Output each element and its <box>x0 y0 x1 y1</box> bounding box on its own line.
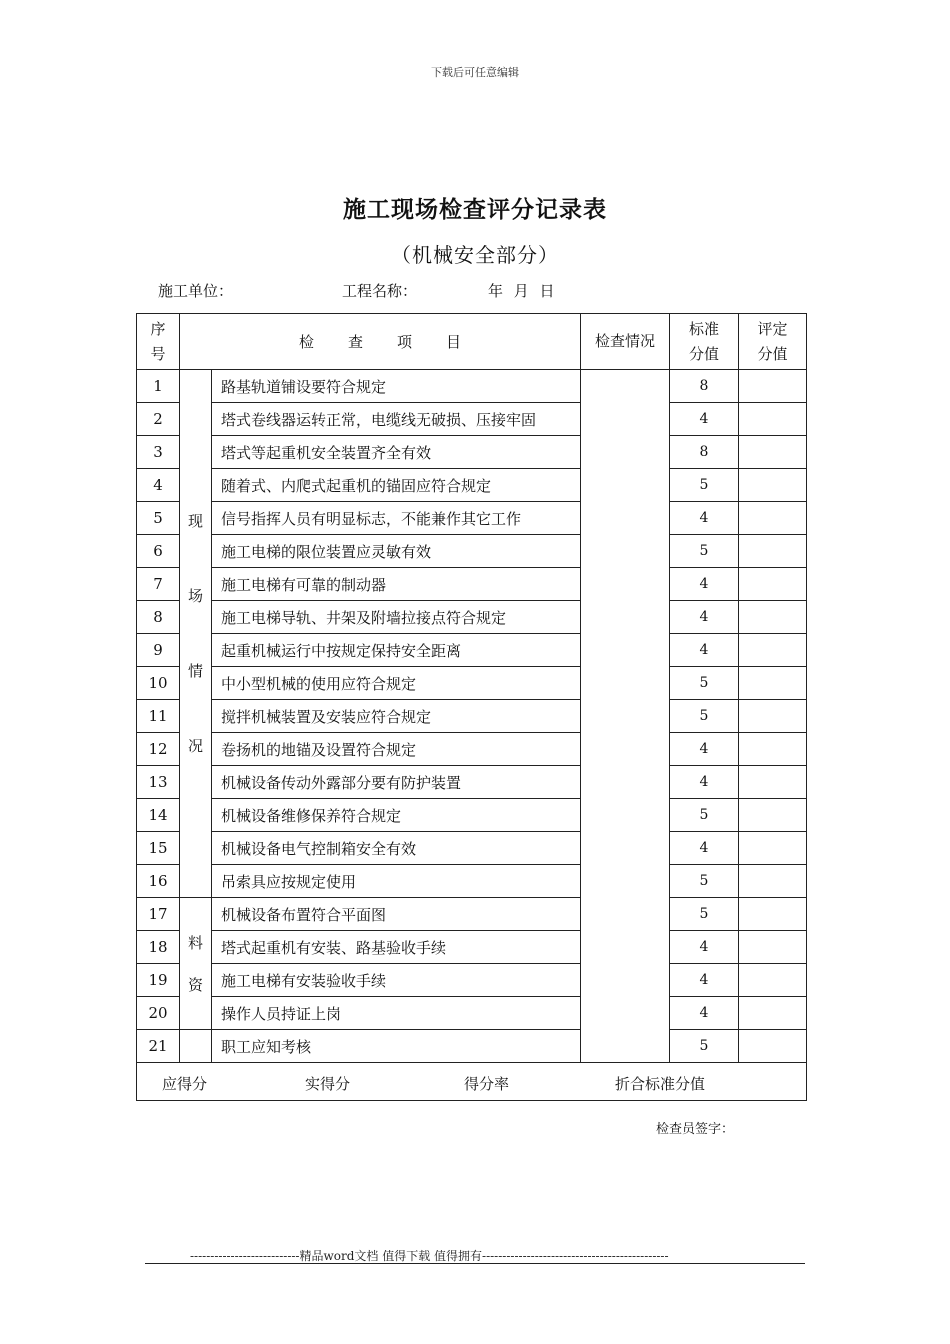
row-number: 14 <box>137 799 180 832</box>
bottom-banner: ---------------------------精品word文档 值得下载 值得拥有---------------------------------------------- <box>190 1249 669 1263</box>
standard-score: 5 <box>670 865 739 898</box>
standard-score: 4 <box>670 766 739 799</box>
evaluated-score-cell[interactable] <box>739 667 807 700</box>
score-table <box>136 313 807 1101</box>
check-item: 塔式等起重机安全装置齐全有效 <box>212 436 581 469</box>
evaluated-score-cell[interactable] <box>739 799 807 832</box>
standard-score: 4 <box>670 964 739 997</box>
evaluated-score-cell[interactable] <box>739 865 807 898</box>
standard-score: 8 <box>670 370 739 403</box>
check-item: 操作人员持证上岗 <box>212 997 581 1030</box>
project-name-label: 工程名称： <box>342 282 418 300</box>
table-row <box>137 502 807 535</box>
header-evaluated-score: 评定 分值 <box>739 314 807 370</box>
header-items: 检 查 项 目 <box>180 314 581 370</box>
row-number: 13 <box>137 766 180 799</box>
table-header-row <box>137 314 807 370</box>
evaluated-score-cell[interactable] <box>739 568 807 601</box>
evaluated-score-cell[interactable] <box>739 634 807 667</box>
evaluated-score-cell[interactable] <box>739 436 807 469</box>
evaluated-score-cell[interactable] <box>739 766 807 799</box>
row-number: 18 <box>137 931 180 964</box>
table-row <box>137 370 807 403</box>
inspector-signature-label: 检查员签字： <box>656 1122 735 1137</box>
standard-score: 5 <box>670 469 739 502</box>
standard-score: 5 <box>670 700 739 733</box>
evaluated-score-cell[interactable] <box>739 832 807 865</box>
table-row <box>137 865 807 898</box>
row-number: 16 <box>137 865 180 898</box>
row-number: 17 <box>137 898 180 931</box>
check-item: 机械设备传动外露部分要有防护装置 <box>212 766 581 799</box>
evaluated-score-cell[interactable] <box>739 1030 807 1063</box>
evaluated-score-cell[interactable] <box>739 370 807 403</box>
evaluated-score-cell[interactable] <box>739 898 807 931</box>
table-row <box>137 436 807 469</box>
row-number: 10 <box>137 667 180 700</box>
evaluated-score-cell[interactable] <box>739 733 807 766</box>
table-row <box>137 766 807 799</box>
evaluated-score-cell[interactable] <box>739 535 807 568</box>
row-number: 4 <box>137 469 180 502</box>
row-number: 6 <box>137 535 180 568</box>
standard-score: 4 <box>670 997 739 1030</box>
header-status: 检查情况 <box>581 314 670 370</box>
table-row <box>137 568 807 601</box>
standard-score: 5 <box>670 667 739 700</box>
evaluated-score-cell[interactable] <box>739 601 807 634</box>
check-item: 机械设备维修保养符合规定 <box>212 799 581 832</box>
header-note: 下载后可任意编辑 <box>431 66 519 79</box>
summary-cell <box>137 1063 807 1101</box>
row-number: 9 <box>137 634 180 667</box>
table-row <box>137 964 807 997</box>
standard-score: 4 <box>670 502 739 535</box>
check-item: 机械设备电气控制箱安全有效 <box>212 832 581 865</box>
check-item: 信号指挥人员有明显标志，不能兼作其它工作 <box>212 502 581 535</box>
row-number: 15 <box>137 832 180 865</box>
table-row <box>137 733 807 766</box>
category-blank <box>180 1030 212 1063</box>
summary-row <box>137 1063 807 1101</box>
table-row <box>137 469 807 502</box>
check-item: 起重机械运行中按规定保持安全距离 <box>212 634 581 667</box>
check-item: 职工应知考核 <box>212 1030 581 1063</box>
construction-unit-label: 施工单位： <box>158 282 234 300</box>
standard-score: 4 <box>670 634 739 667</box>
standard-score: 4 <box>670 568 739 601</box>
score-rate-label: 得分率 <box>464 1075 510 1093</box>
table-row <box>137 931 807 964</box>
table-row <box>137 667 807 700</box>
standard-score: 4 <box>670 832 739 865</box>
check-item: 卷扬机的地锚及设置符合规定 <box>212 733 581 766</box>
table-row <box>137 898 807 931</box>
standard-score: 4 <box>670 601 739 634</box>
evaluated-score-cell[interactable] <box>739 997 807 1030</box>
row-number: 3 <box>137 436 180 469</box>
check-item: 塔式卷线器运转正常，电缆线无破损、压接牢固 <box>212 403 581 436</box>
table-row <box>137 700 807 733</box>
row-number: 21 <box>137 1030 180 1063</box>
row-number: 12 <box>137 733 180 766</box>
table-row <box>137 601 807 634</box>
category-documents: 料 资 <box>180 898 212 1030</box>
converted-score-label: 折合标准分值 <box>615 1075 706 1093</box>
date-label: 年 月 日 <box>488 282 555 300</box>
row-number: 11 <box>137 700 180 733</box>
check-item: 路基轨道铺设要符合规定 <box>212 370 581 403</box>
evaluated-score-cell[interactable] <box>739 469 807 502</box>
standard-score: 4 <box>670 733 739 766</box>
standard-score: 8 <box>670 436 739 469</box>
actual-score-label: 实得分 <box>305 1075 351 1093</box>
row-number: 19 <box>137 964 180 997</box>
check-item: 施工电梯有可靠的制动器 <box>212 568 581 601</box>
table-row <box>137 403 807 436</box>
row-number: 2 <box>137 403 180 436</box>
evaluated-score-cell[interactable] <box>739 502 807 535</box>
check-item: 施工电梯有安装验收手续 <box>212 964 581 997</box>
row-number: 7 <box>137 568 180 601</box>
bottom-rule <box>145 1263 805 1264</box>
standard-score: 5 <box>670 799 739 832</box>
table-row <box>137 832 807 865</box>
row-number: 8 <box>137 601 180 634</box>
table-row <box>137 535 807 568</box>
document-title: 施工现场检查评分记录表 <box>343 196 607 223</box>
category-site-conditions: 现 场 情 况 <box>180 370 212 898</box>
header-no: 序号 <box>137 314 180 370</box>
inspection-status-cell[interactable] <box>581 370 670 1063</box>
check-item: 随着式、内爬式起重机的锚固应符合规定 <box>212 469 581 502</box>
table-row <box>137 634 807 667</box>
check-item: 搅拌机械装置及安装应符合规定 <box>212 700 581 733</box>
check-item: 中小型机械的使用应符合规定 <box>212 667 581 700</box>
standard-score: 5 <box>670 898 739 931</box>
check-item: 施工电梯的限位装置应灵敏有效 <box>212 535 581 568</box>
table-row <box>137 1030 807 1063</box>
evaluated-score-cell[interactable] <box>739 403 807 436</box>
row-number: 5 <box>137 502 180 535</box>
document-subtitle: （机械安全部分） <box>391 243 559 267</box>
standard-score: 5 <box>670 535 739 568</box>
row-number: 20 <box>137 997 180 1030</box>
evaluated-score-cell[interactable] <box>739 700 807 733</box>
standard-score: 4 <box>670 403 739 436</box>
evaluated-score-cell[interactable] <box>739 931 807 964</box>
row-number: 1 <box>137 370 180 403</box>
table-row <box>137 799 807 832</box>
table-row <box>137 997 807 1030</box>
check-item: 机械设备布置符合平面图 <box>212 898 581 931</box>
check-item: 塔式起重机有安装、路基验收手续 <box>212 931 581 964</box>
check-item: 施工电梯导轨、井架及附墙拉接点符合规定 <box>212 601 581 634</box>
should-score-label: 应得分 <box>162 1075 208 1093</box>
standard-score: 5 <box>670 1030 739 1063</box>
check-item: 吊索具应按规定使用 <box>212 865 581 898</box>
header-standard-score: 标准 分值 <box>670 314 739 370</box>
evaluated-score-cell[interactable] <box>739 964 807 997</box>
standard-score: 4 <box>670 931 739 964</box>
